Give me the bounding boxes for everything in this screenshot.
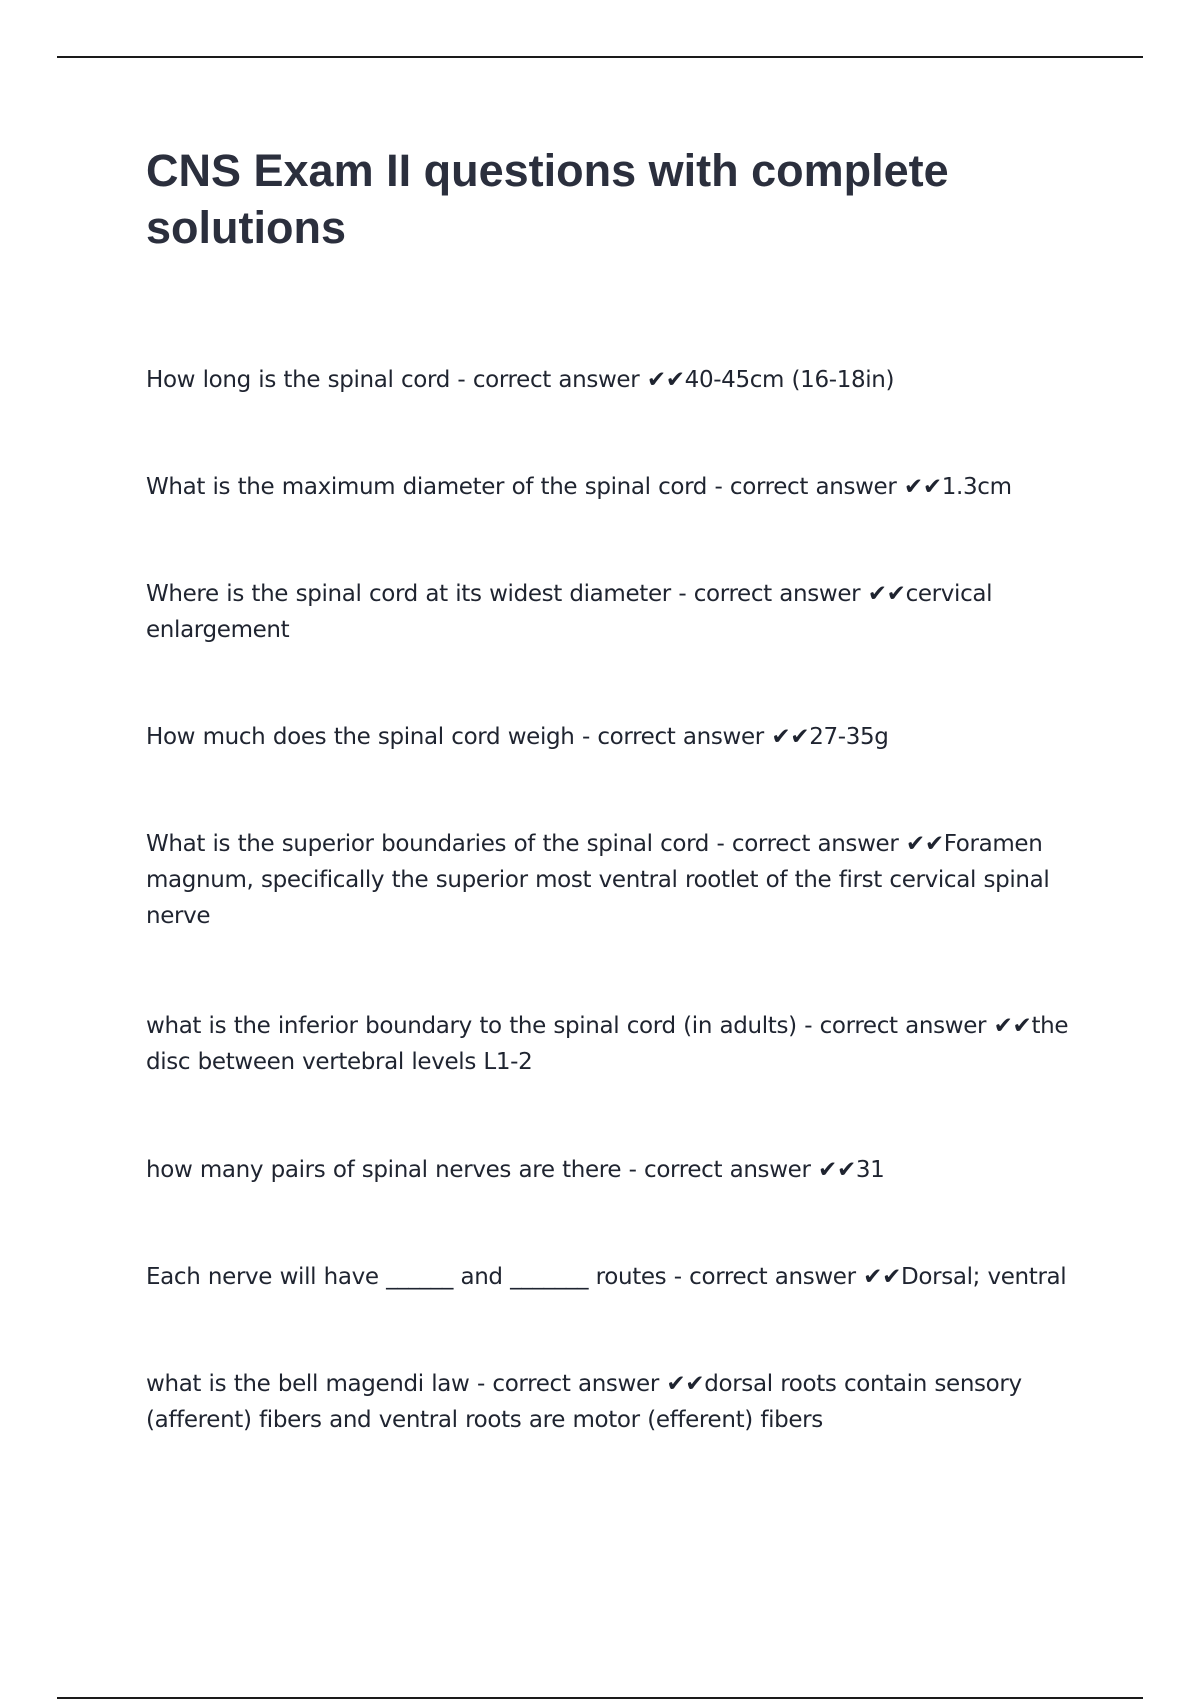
qa-item xyxy=(146,576,1106,648)
answer-separator: - correct answer xyxy=(666,1264,864,1290)
check-icon: ✔✔ xyxy=(905,831,944,857)
check-icon: ✔✔ xyxy=(771,724,810,750)
qa-item xyxy=(146,826,1106,934)
answer-text: 40-45cm (16-18in) xyxy=(684,367,895,393)
page-title: CNS Exam II questions with complete solutions xyxy=(146,145,949,253)
question-text: Where is the spinal cord at its widest diameter xyxy=(146,581,671,607)
check-icon: ✔✔ xyxy=(646,367,685,393)
check-icon: ✔✔ xyxy=(863,1264,902,1290)
check-icon: ✔✔ xyxy=(666,1371,705,1397)
answer-text: 27-35g xyxy=(809,724,889,750)
question-text: What is the maximum diameter of the spinal cord xyxy=(146,474,708,500)
qa-item xyxy=(146,362,1106,398)
answer-text: cervical enlargement xyxy=(146,581,993,643)
check-icon: ✔✔ xyxy=(903,474,942,500)
answer-separator: - correct answer xyxy=(670,581,868,607)
answer-text: Foramen magnum, specifically the superior most ventral rootlet of the first cervical spinal nerve xyxy=(146,831,1050,929)
header-rule xyxy=(57,56,1143,58)
question-text: How much does the spinal cord weigh xyxy=(146,724,575,750)
answer-separator: - correct answer xyxy=(574,724,772,750)
answer-separator: - correct answer xyxy=(469,1371,667,1397)
answer-text: dorsal roots contain sensory (afferent) fibers and ventral roots are motor (efferent) fibers xyxy=(146,1371,1022,1433)
qa-item xyxy=(146,1152,1106,1188)
qa-item xyxy=(146,469,1106,505)
check-icon: ✔✔ xyxy=(818,1157,856,1183)
answer-text: 31 xyxy=(855,1157,885,1183)
check-icon: ✔✔ xyxy=(993,1013,1032,1039)
question-text: what is the inferior boundary to the spinal cord (in adults) xyxy=(146,1013,797,1039)
answer-separator: - correct answer xyxy=(796,1013,994,1039)
answer-separator: - correct answer xyxy=(707,474,904,500)
question-text: how many pairs of spinal nerves are there xyxy=(146,1157,622,1183)
answer-separator: - correct answer xyxy=(709,831,906,857)
question-text: Each nerve will have ______ and _______ routes xyxy=(146,1264,667,1290)
qa-item xyxy=(146,1366,1106,1438)
answer-separator: - correct answer xyxy=(449,367,647,393)
question-text: what is the bell magendi law xyxy=(146,1371,470,1397)
question-text: How long is the spinal cord xyxy=(146,367,450,393)
footer-rule xyxy=(57,1697,1143,1699)
qa-item xyxy=(146,1008,1106,1080)
question-text: What is the superior boundaries of the spinal cord xyxy=(146,831,710,857)
qa-item xyxy=(146,719,1106,755)
answer-text: Dorsal; ventral xyxy=(901,1264,1067,1290)
check-icon: ✔✔ xyxy=(867,581,906,607)
answer-separator: - correct answer xyxy=(621,1157,819,1183)
answer-text: 1.3cm xyxy=(941,474,1012,500)
answer-text: the disc between vertebral levels L1-2 xyxy=(146,1013,1069,1075)
qa-item xyxy=(146,1259,1106,1295)
